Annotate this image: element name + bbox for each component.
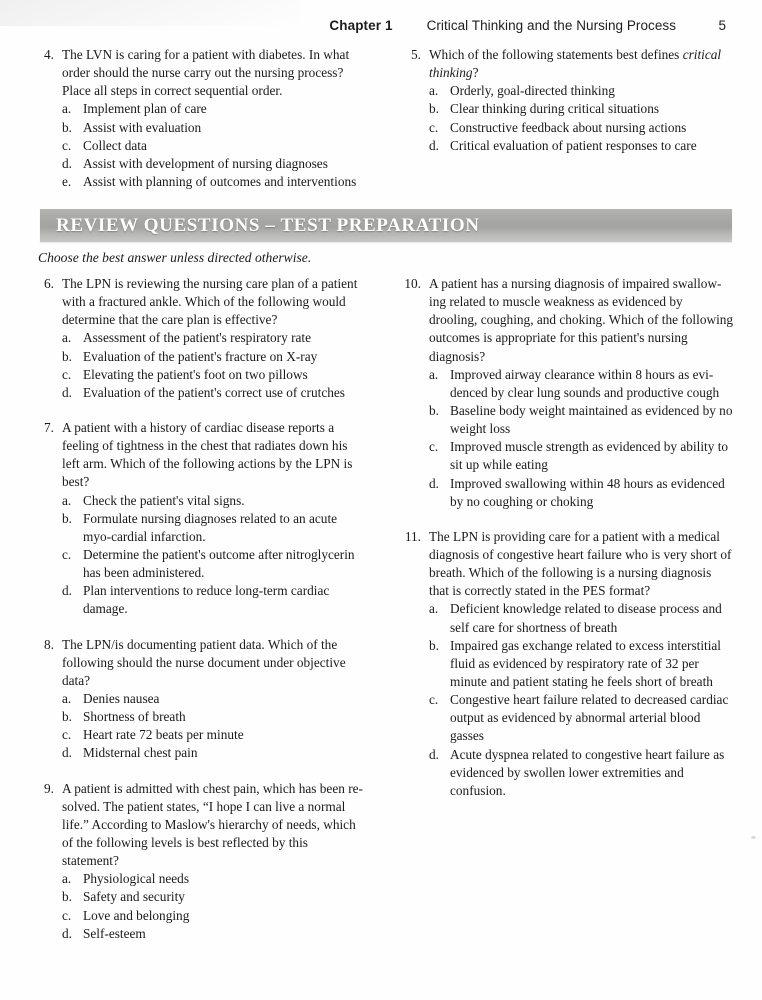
header-chapter-label: Chapter 1	[329, 18, 393, 33]
choice-letter: a.	[429, 601, 439, 617]
question-number: 11.	[404, 528, 421, 544]
question-number: 9.	[44, 780, 54, 796]
choice-letter: b.	[62, 119, 72, 135]
choice-letter: a.	[62, 690, 72, 706]
choice-item	[429, 402, 734, 438]
choice-text: Orderly, goal-directed thinking	[450, 83, 615, 99]
choice-letter: c.	[62, 907, 72, 923]
choice-letter: b.	[62, 889, 72, 905]
review-question-section	[32, 275, 734, 960]
choice-item	[62, 137, 367, 155]
choice-item	[62, 870, 367, 888]
choice-text: Baseline body weight maintained as evidenced by no weight loss	[450, 402, 733, 437]
page-number: 5	[718, 18, 726, 33]
choice-letter: c.	[429, 119, 439, 135]
choice-text: Clear thinking during critical situations	[450, 101, 660, 117]
choice-item	[62, 726, 367, 744]
choice-text: Determine the patient's outcome after nitroglycerin has been administered.	[83, 546, 355, 581]
choice-item	[62, 366, 367, 384]
choice-item	[62, 925, 367, 943]
choice-item	[62, 510, 367, 546]
question-number: 7.	[44, 419, 54, 435]
choice-text: Constructive feedback about nursing actions	[450, 119, 687, 135]
choice-letter: a.	[429, 83, 439, 99]
choice-letter: d.	[62, 384, 72, 400]
choice-item	[429, 600, 734, 636]
choice-text: Implement plan of care	[83, 101, 207, 117]
question-number: 6.	[44, 276, 54, 291]
choice-list	[429, 82, 734, 155]
choice-letter: d.	[62, 745, 72, 761]
choice-text: Evaluation of the patient's fracture on X-ray	[83, 348, 318, 364]
review-left-column	[32, 275, 367, 960]
choice-text: Evaluation of the patient's correct use of crutches	[83, 384, 345, 400]
running-header	[40, 18, 726, 40]
choice-letter: b.	[429, 637, 439, 653]
choice-letter: b.	[62, 348, 72, 364]
choice-text: Plan interventions to reduce long-term cardiac damage.	[83, 583, 330, 617]
choice-list	[429, 600, 734, 800]
choice-letter: d.	[429, 137, 439, 153]
question-number: 10.	[404, 276, 421, 291]
question-block	[32, 780, 367, 943]
choice-letter: b.	[429, 402, 439, 418]
question-block	[32, 46, 367, 191]
choice-letter: c.	[429, 439, 439, 455]
choice-list	[62, 100, 367, 191]
choice-letter: a.	[62, 101, 72, 117]
choice-letter: d.	[62, 155, 72, 171]
choice-item	[429, 82, 734, 100]
choice-text: Shortness of breath	[83, 709, 186, 725]
choice-text: Critical evaluation of patient responses to care	[450, 137, 697, 153]
choice-letter: d.	[429, 475, 439, 491]
question-stem: The LPN/is documenting patient data. Which of the following should the nurse document under objective data?	[62, 636, 346, 688]
choice-text: Acute dyspnea related to congestive heart failure as evidenced by swollen lower extremities and confusion.	[450, 746, 725, 798]
choice-item	[429, 100, 734, 118]
choice-item	[429, 137, 734, 155]
answer-instruction: Choose the best answer unless directed otherwise.	[38, 250, 312, 265]
choice-item	[62, 348, 367, 366]
choice-text: Love and belonging	[83, 907, 190, 923]
choice-text: Deficient knowledge related to disease process and self care for shortness of breath	[450, 601, 722, 635]
question-stem: The LPN is providing care for a patient with a medical diagnosis of congestive heart failure who is very short of breath. Which of the following is a nursing diagnosis that is correctly stated in the PES format?	[429, 528, 732, 599]
choice-item	[429, 119, 734, 137]
choice-letter: a.	[429, 366, 439, 382]
choice-list	[62, 870, 367, 943]
choice-letter: a.	[62, 871, 72, 887]
question-stem: A patient has a nursing diagnosis of impaired swallow-ing related to muscle weakness as evidenced by drooling, coughing, and choking. Which of the following outcomes is appropriate for this patient's nursing diagnosis?	[429, 276, 734, 364]
choice-letter: d.	[429, 746, 439, 762]
choice-item	[62, 708, 367, 726]
banner-bar	[40, 209, 732, 242]
choice-text: Congestive heart failure related to decreased cardiac output as evidenced by abnormal arterial blood gasses	[450, 692, 729, 744]
choice-letter: c.	[62, 727, 72, 743]
question-number: 5.	[411, 47, 421, 62]
choice-letter: a.	[62, 330, 72, 346]
choice-text: Improved airway clearance within 8 hours as evi-denced by clear lung sounds and productive cough	[450, 366, 720, 400]
choice-text: Assist with development of nursing diagnoses	[83, 155, 328, 171]
choice-letter: b.	[429, 101, 439, 117]
choice-item	[429, 637, 734, 691]
question-stem: Which of the following statements best defines critical thinking?	[429, 47, 722, 81]
question-number: 4.	[44, 47, 54, 62]
choice-letter: c.	[62, 546, 72, 562]
top-question-section	[32, 46, 734, 205]
choice-text: Assist with planning of outcomes and interventions	[83, 173, 357, 189]
choice-item	[62, 907, 367, 925]
choice-item	[62, 744, 367, 762]
choice-list	[429, 366, 734, 511]
choice-letter: d.	[62, 925, 72, 941]
choice-item	[62, 546, 367, 582]
choice-list	[62, 492, 367, 619]
choice-text: Heart rate 72 beats per minute	[83, 727, 244, 743]
choice-item	[429, 475, 734, 511]
question-stem: The LVN is caring for a patient with diabetes. In what order should the nurse carry out the nursing process? Place all steps in correct sequential order.	[62, 47, 350, 99]
choice-text: Formulate nursing diagnoses related to an acute myo-cardial infarction.	[83, 510, 338, 544]
top-right-column	[399, 46, 734, 205]
choice-text: Physiological needs	[83, 871, 189, 887]
choice-text: Impaired gas exchange related to excess interstitial fluid as evidenced by respiratory rate of 32 per minute and patient stating he feels short of breath	[450, 637, 721, 689]
choice-letter: b.	[62, 709, 72, 725]
question-block	[399, 528, 734, 800]
question-number: 8.	[44, 636, 54, 652]
choice-item	[62, 492, 367, 510]
choice-text: Check the patient's vital signs.	[83, 492, 245, 508]
choice-text: Improved swallowing within 48 hours as evidenced by no coughing or choking	[450, 475, 725, 509]
choice-text: Safety and security	[83, 889, 185, 905]
choice-text: Self-esteem	[83, 925, 146, 941]
choice-list	[62, 329, 367, 402]
choice-item	[62, 100, 367, 118]
choice-letter: b.	[62, 510, 72, 526]
choice-item	[429, 438, 734, 474]
choice-text: Midsternal chest pain	[83, 745, 198, 761]
banner-label: REVIEW QUESTIONS – TEST PREPARATION	[56, 214, 480, 236]
question-block	[32, 636, 367, 763]
question-block	[32, 419, 367, 619]
choice-item	[429, 691, 734, 745]
choice-letter: c.	[429, 692, 439, 708]
choice-item	[62, 173, 367, 191]
question-block	[399, 46, 734, 155]
choice-text: Collect data	[83, 137, 147, 153]
choice-text: Elevating the patient's foot on two pillows	[83, 366, 308, 382]
choice-item	[62, 384, 367, 402]
review-right-column	[399, 275, 734, 960]
choice-item	[62, 119, 367, 137]
choice-text: Improved muscle strength as evidenced by ability to sit up while eating	[450, 439, 729, 473]
question-stem-emphasis: critical thinking	[429, 47, 722, 81]
choice-letter: d.	[62, 583, 72, 599]
choice-list	[62, 690, 367, 763]
top-left-column	[32, 46, 367, 205]
choice-letter: a.	[62, 492, 72, 508]
choice-item	[429, 366, 734, 402]
choice-item	[62, 690, 367, 708]
question-block	[399, 275, 734, 511]
question-stem: The LPN is reviewing the nursing care plan of a patient with a fractured ankle. Which of the following would determine that the care plan is effective?	[62, 276, 358, 328]
question-stem: A patient is admitted with chest pain, which has been re-solved. The patient states, “I hope I can live a normal life.” According to Maslow's hierarchy of needs, which of the following levels is best reflected by this statement?	[62, 780, 363, 869]
choice-text: Denies nausea	[83, 690, 160, 706]
choice-item	[62, 155, 367, 173]
choice-text: Assist with evaluation	[83, 119, 202, 135]
choice-item	[62, 329, 367, 347]
choice-letter: e.	[62, 173, 72, 189]
choice-text: Assessment of the patient's respiratory rate	[83, 330, 312, 346]
question-block	[32, 275, 367, 402]
choice-item	[62, 888, 367, 906]
choice-item	[429, 746, 734, 800]
review-questions-banner	[40, 209, 732, 242]
header-chapter-title: Critical Thinking and the Nursing Process	[426, 18, 676, 33]
choice-item	[62, 582, 367, 618]
choice-letter: c.	[62, 366, 72, 382]
choice-letter: c.	[62, 137, 72, 153]
question-stem: A patient with a history of cardiac disease reports a feeling of tightness in the chest that radiates down his left arm. Which of the following actions by the LPN is best?	[62, 419, 353, 490]
scan-artifact-speck	[751, 836, 756, 839]
